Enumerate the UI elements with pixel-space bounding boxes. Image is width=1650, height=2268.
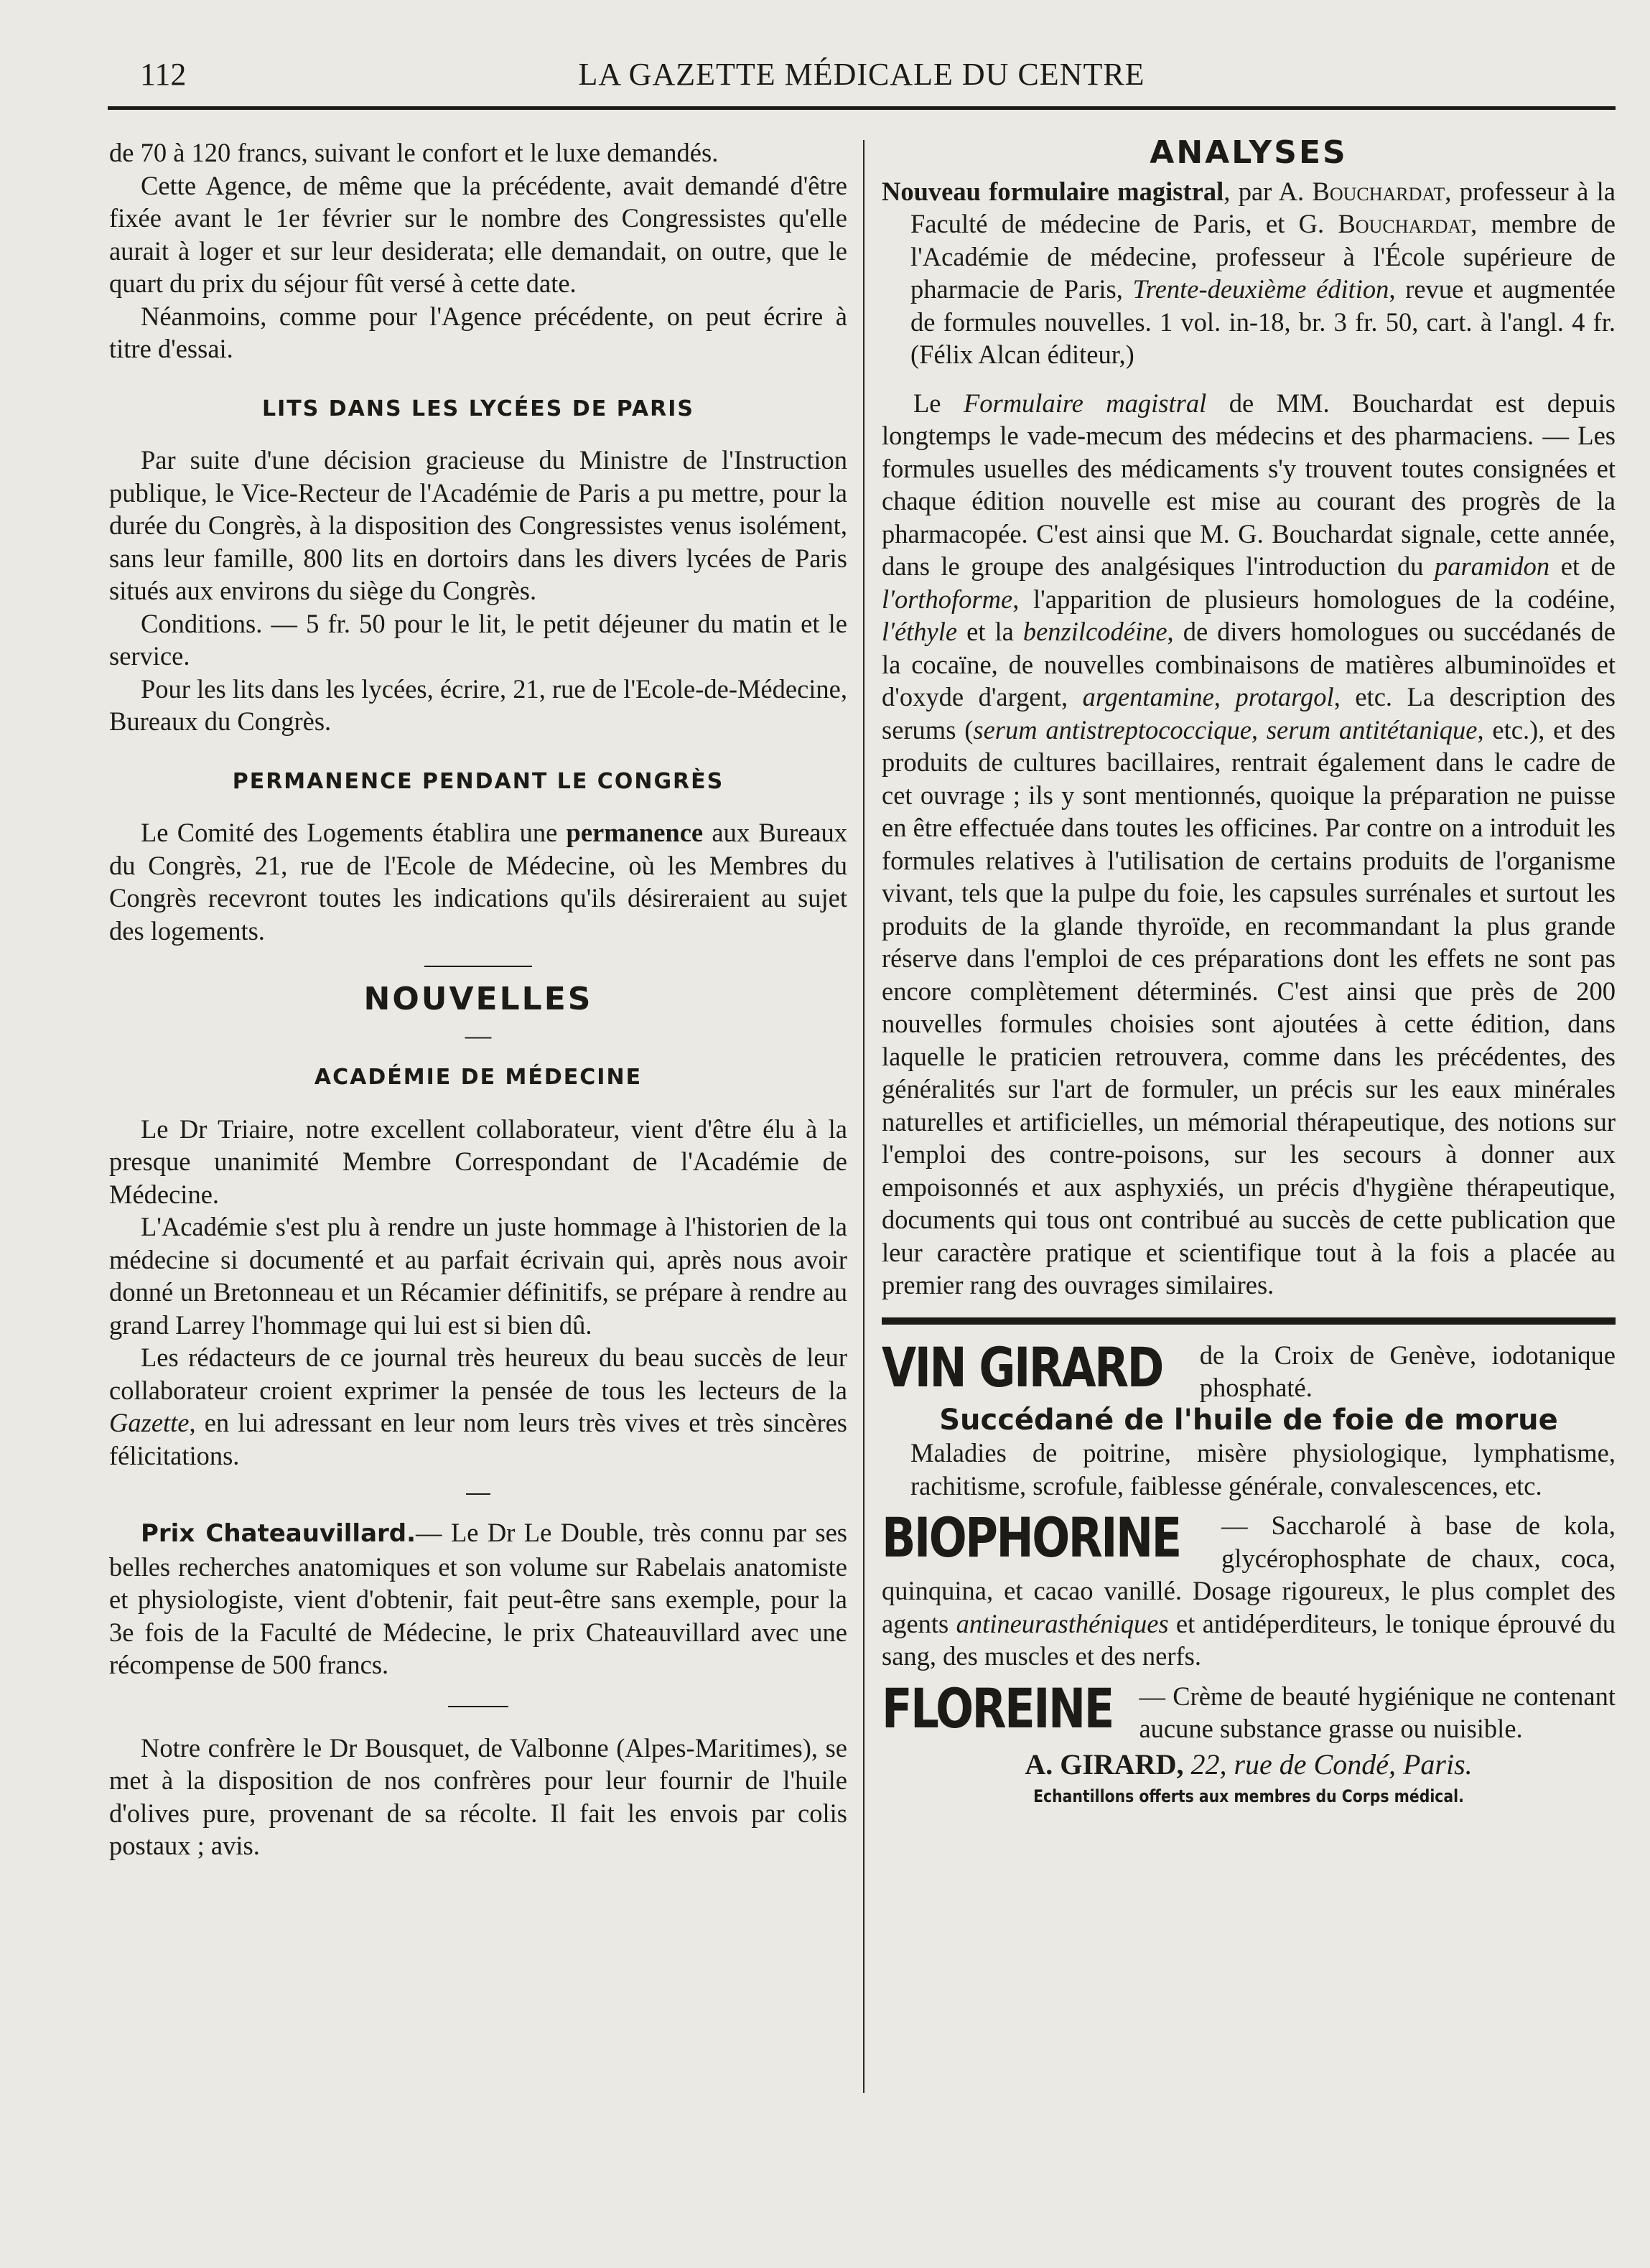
- section-divider: [424, 966, 532, 967]
- text-run: — Saccharolé à base de kola, glycérophosphate de chaux, coca, quinquina, et cacao vanillé. Dosage rigoureux, le plus complet des agents: [882, 1511, 1616, 1638]
- text-run: Le Comité des Logements établira une: [141, 818, 567, 847]
- italic-text: Gazette: [109, 1408, 190, 1437]
- text-run: , etc. La description des serums (: [882, 682, 1616, 745]
- ad-text: Maladies de poitrine, misère physiologique, lymphatisme, rachitisme, scrofule, faiblesse générale, convalescences, etc.: [910, 1438, 1616, 1501]
- text-run: , l'apparition de plusieurs homologues de la codéine,: [1012, 584, 1616, 614]
- ad-text: — Crème de beauté hygiénique ne contenant aucune substance grasse ou nuisible.: [1139, 1681, 1616, 1743]
- section-heading-analyses: ANALYSES: [1150, 134, 1348, 171]
- book-title: Nouveau formulaire magistral: [882, 176, 1224, 206]
- advert-rule: [882, 1317, 1616, 1325]
- brand-vin-girard: VIN GIRARD: [882, 1335, 1162, 1399]
- text-run: , de divers homologues ou succédanés de la cocaïne, de nouvelles combinaisons de matières albuminoïdes et d'oxyde d'argent,: [882, 617, 1616, 711]
- text-run: et antidéperditeurs, le tonique éprouvé du sang, des muscles et des nerfs.: [882, 1608, 1616, 1671]
- italic-text: l'orthoforme: [882, 584, 1013, 614]
- text-run: , professeur à la Faculté de médecine de Paris, et G.: [910, 176, 1616, 238]
- ad-biophorine: [882, 1506, 1616, 1673]
- text-run: et la: [957, 617, 1023, 646]
- text-run: — Le Dr Le Double, très connu par ses belles recherches anatomiques et son volume sur Rabelais anatomiste et physiologiste, vient d'obtenir, fait peut-être sans exemple, pour la 3e fois de la Faculté de Médecine, le prix Chateauvillard avec une récompense de 500 francs.: [109, 1518, 847, 1679]
- ad-samples-note: Echantillons offerts aux membres du Corps médical.: [1033, 1786, 1464, 1806]
- text-run: aux Bureaux du Congrès, 21, rue de l'Ecole de Médecine, où les Membres du Congrès recevront toutes les indications qu'ils désireraient au sujet des logements.: [109, 818, 847, 946]
- paragraph: Par suite d'une décision gracieuse du Ministre de l'Instruction publique, le Vice-Recteur de l'Académie de Paris a pu mettre, pour la durée du Congrès, à la disposition des Congressistes venus isolément, sans leur famille, 800 lits en dortoirs dans les divers lycées de Paris situés aux environs du siège du Congrès.: [109, 445, 847, 605]
- text-run: , etc.), et des produits de cultures bacillaires, rentrait également dans le cadre de cet ouvrage ; ils y sont mentionnés, quoique la préparation ne puisse en être effectuée dans toutes les officines. Par contre on a introduit les formules relatives à l'utilisation de certains produits de l'organisme vivant, tels que la pulpe du foie, les capsules surrénales et surtout les produits de la glande thyroïde, en recommandant la plus grande réserve dans l'emploi de ces préparations dont les effets ne sont pas encore complètement déterminés. C'est ainsi que près de 200 nouvelles formules choisies sont ajoutées à cette édition, dans laquelle le praticien retrouvera, comme dans les précédentes, des généralités sur l'art de formuler, un précis sur les eaux minérales naturelles et artificielles, un mémorial thérapeutique, des notions sur l'emploi des contre-poisons, sur les secours à donner aux empoisonnés et aux asphyxiés, un précis d'hygiène thérapeutique, documents qui tous ont contribué au succès de cette publication que leur caractère pratique et scientifique tout à la fois a placée au premier rang des ouvrages similaires.: [882, 714, 1616, 1299]
- paragraph: Notre confrère le Dr Bousquet, de Valbonne (Alpes-Maritimes), se met à la disposition de nos confrères pour leur fournir de l'huile d'olives pure, provenant de sa récolte. Il fait les envois par colis postaux ; avis.: [109, 1732, 847, 1860]
- paragraph: Conditions. — 5 fr. 50 pour le lit, le petit déjeuner du matin et le service.: [109, 608, 847, 671]
- book-reference: [882, 175, 1616, 371]
- italic-text: l'éthyle: [882, 617, 958, 646]
- paragraph: L'Académie s'est plu à rendre un juste hommage à l'historien de la médecine si documenté et au parfait écrivain qui, après nous avoir donné un Bretonneau et un Récamier définitifs, se prépare à rendre au grand Larrey l'hommage qui lui est si bien dû.: [109, 1212, 847, 1340]
- brand-biophorine: BIOPHORINE: [882, 1506, 1180, 1569]
- page-number: 112: [140, 57, 187, 92]
- advertisement: [882, 1335, 1616, 1814]
- bold-text: permanence: [566, 818, 704, 847]
- section-heading-nouvelles: NOUVELLES: [363, 981, 593, 1017]
- italic-text: argentamine, protargol: [1082, 682, 1334, 711]
- author-name: Bouchardat: [1312, 176, 1445, 206]
- prize-title: Prix Chateauvillard.: [141, 1519, 416, 1548]
- right-column: [882, 136, 1616, 1814]
- brand-floreine: FLOREINE: [882, 1676, 1113, 1740]
- text-run: Le: [913, 388, 964, 418]
- page-title: LA GAZETTE MÉDICALE DU CENTRE: [578, 57, 1145, 92]
- paragraph: [109, 1341, 847, 1472]
- italic-text: serum antistreptococcique, serum antitétanique: [973, 714, 1478, 745]
- text-run: de MM. Bouchardat est depuis longtemps le vade-mecum des médecins et des pharmaciens. — Les formules usuelles des médicaments s'y trouvent toutes consignées et chaque édition nouvelle est mise au courant des progrès de la pharmacopée. C'est ainsi que M. G. Bouchardat signale, cette année, dans le groupe des analgésiques l'introduction du: [882, 388, 1616, 581]
- italic-text: Trente-deuxième édition: [1132, 274, 1389, 304]
- column-divider: [863, 140, 864, 2093]
- text-run: , en lui adressant en leur nom leurs très vives et très sincères félicitations.: [109, 1408, 847, 1470]
- paragraph: Pour les lits dans les lycées, écrire, 21, rue de l'Ecole-de-Médecine, Bureaux du Congrès.: [109, 673, 847, 736]
- author-name: Bouchardat: [1338, 209, 1471, 238]
- ad-subtitle: Succédané de l'huile de foie de morue: [939, 1403, 1558, 1437]
- text-run: et de: [1549, 551, 1616, 581]
- section-heading-lits: LITS DANS LES LYCÉES DE PARIS: [261, 396, 695, 421]
- ad-vin-girard: [882, 1335, 1616, 1404]
- text-run: , revue et augmentée de formules nouvelles. 1 vol. in-18, br. 3 fr. 50, cart. à l'angl. 4 fr. (Félix Alcan éditeur,): [910, 274, 1616, 369]
- heading-dash: —: [465, 1019, 492, 1050]
- paragraph: de 70 à 120 francs, suivant le confort et le luxe demandés.: [109, 138, 719, 167]
- divider: [448, 1706, 508, 1707]
- divider: [466, 1493, 490, 1495]
- ad-floreine: [882, 1676, 1616, 1745]
- header-rule: [108, 106, 1616, 110]
- text-run: Les rédacteurs de ce journal très heureux du beau succès de leur collaborateur croient exprimer la pensée de tous les lecteurs de la: [109, 1343, 847, 1405]
- paragraph: [109, 1516, 847, 1681]
- paragraph: [109, 816, 847, 947]
- italic-text: Formulaire magistral: [963, 388, 1207, 418]
- paragraph: Le Dr Triaire, notre excellent collaborateur, vient d'être élu à la presque unanimité Membre Correspondant de l'Académie de Médecine.: [109, 1114, 847, 1209]
- ad-address: [882, 1748, 1616, 1781]
- italic-text: antineurasthéniques: [956, 1608, 1169, 1638]
- section-heading-academie: ACADÉMIE DE MÉDECINE: [314, 1065, 643, 1090]
- text-run: , par A.: [1223, 176, 1313, 206]
- text-run: , membre de l'Académie de médecine, professeur à l'École supérieure de pharmacie de Paris,: [910, 209, 1616, 304]
- paragraph: Cette Agence, de même que la précédente, avait demandé d'être fixée avant le 1er février sur le nombre des Congressistes qu'elle aurait à loger et sur leur desiderata; elle demandait, on outre, que le quart du prix du séjour fût versé à cette date.: [109, 170, 847, 298]
- italic-text: benzilcodéine: [1022, 617, 1167, 646]
- paragraph: Néanmoins, comme pour l'Agence précédente, on peut écrire à titre d'essai.: [109, 301, 847, 363]
- review-paragraph: [882, 387, 1616, 1302]
- company-name: A. GIRARD,: [1025, 1747, 1184, 1781]
- ad-text: de la Croix de Genève, iodotanique phosphaté.: [1199, 1340, 1616, 1402]
- left-column: [109, 136, 847, 1862]
- page-header: [108, 56, 1616, 99]
- street-address: 22, rue de Condé, Paris.: [1183, 1747, 1473, 1781]
- italic-text: paramidon: [1434, 551, 1550, 581]
- section-heading-permanence: PERMANENCE PENDANT LE CONGRÈS: [232, 768, 724, 794]
